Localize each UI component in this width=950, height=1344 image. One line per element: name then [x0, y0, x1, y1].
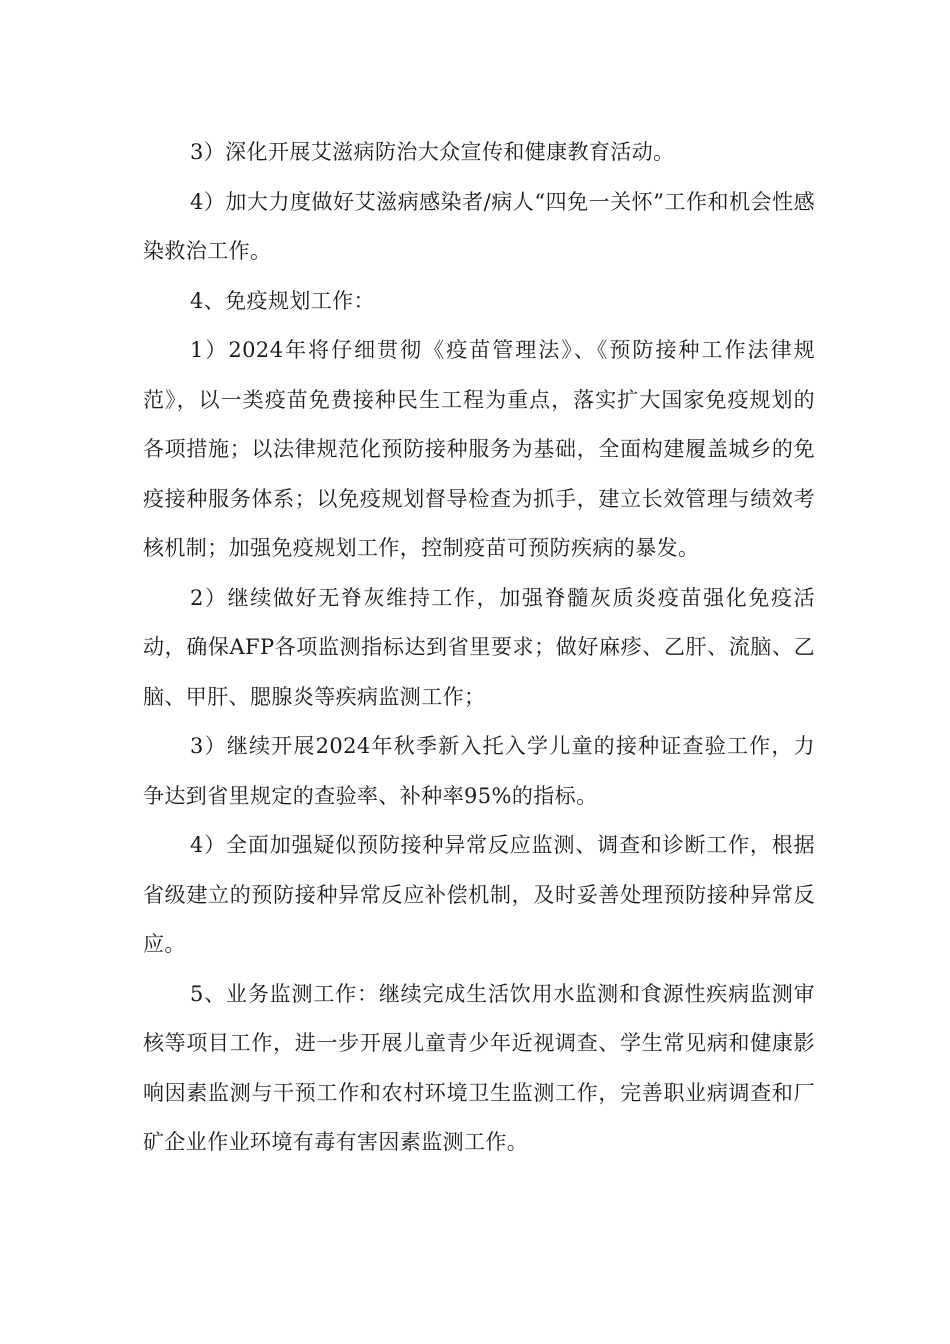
- paragraph-adverse-reaction: 4）全面加强疑似预防接种异常反应监测、调查和诊断工作，根据省级建立的预防接种异常反应补偿机制，及时妥善处理预防接种异常反应。: [143, 833, 815, 956]
- paragraph-polio-monitoring: 2）继续做好无脊灰维持工作，加强脊髓灰质炎疫苗强化免疫活动，确保AFP各项监测指标达到省里要求；做好麻疹、乙肝、流脑、乙脑、甲肝、腮腺炎等疾病监测工作；: [143, 585, 815, 709]
- paragraph-aids-publicity: 3）深化开展艾滋病防治大众宣传和健康教育活动。: [190, 140, 675, 164]
- paragraph-vaccine-law: 1）2024年将仔细贯彻《疫苗管理法》、《预防接种工作法律规范》，以一类疫苗免费接种民生工程为重点，落实扩大国家免疫规划的各项措施；以法律规范化预防接种服务为基础，全面构建履盖城乡的免疫接种服务体系；以免疫规划督导检查为抓手，建立长效管理与绩效考核机制；加强免疫规划工作，控制疫苗可预防疾病的暴发。: [143, 338, 815, 560]
- paragraph-business-monitoring: 5、业务监测工作：继续完成生活饮用水监测和食源性疾病监测审核等项目工作，进一步开展儿童青少年近视调查、学生常见病和健康影响因素监测与干预工作和农村环境卫生监测工作，完善职业病调查和厂矿企业作业环境有毒有害因素监测工作。: [143, 981, 815, 1154]
- section-heading-immunization: 4、免疫规划工作：: [190, 288, 375, 313]
- document-body: [143, 128, 815, 1168]
- paragraph-vaccination-certificate: 3）继续开展2024年秋季新入托入学儿童的接种证查验工作，力争达到省里规定的查验率、补种率95%的指标。: [143, 734, 815, 808]
- paragraph-aids-care: 4）加大力度做好艾滋病感染者/病人“四免一关怀”工作和机会性感染救治工作。: [143, 189, 815, 263]
